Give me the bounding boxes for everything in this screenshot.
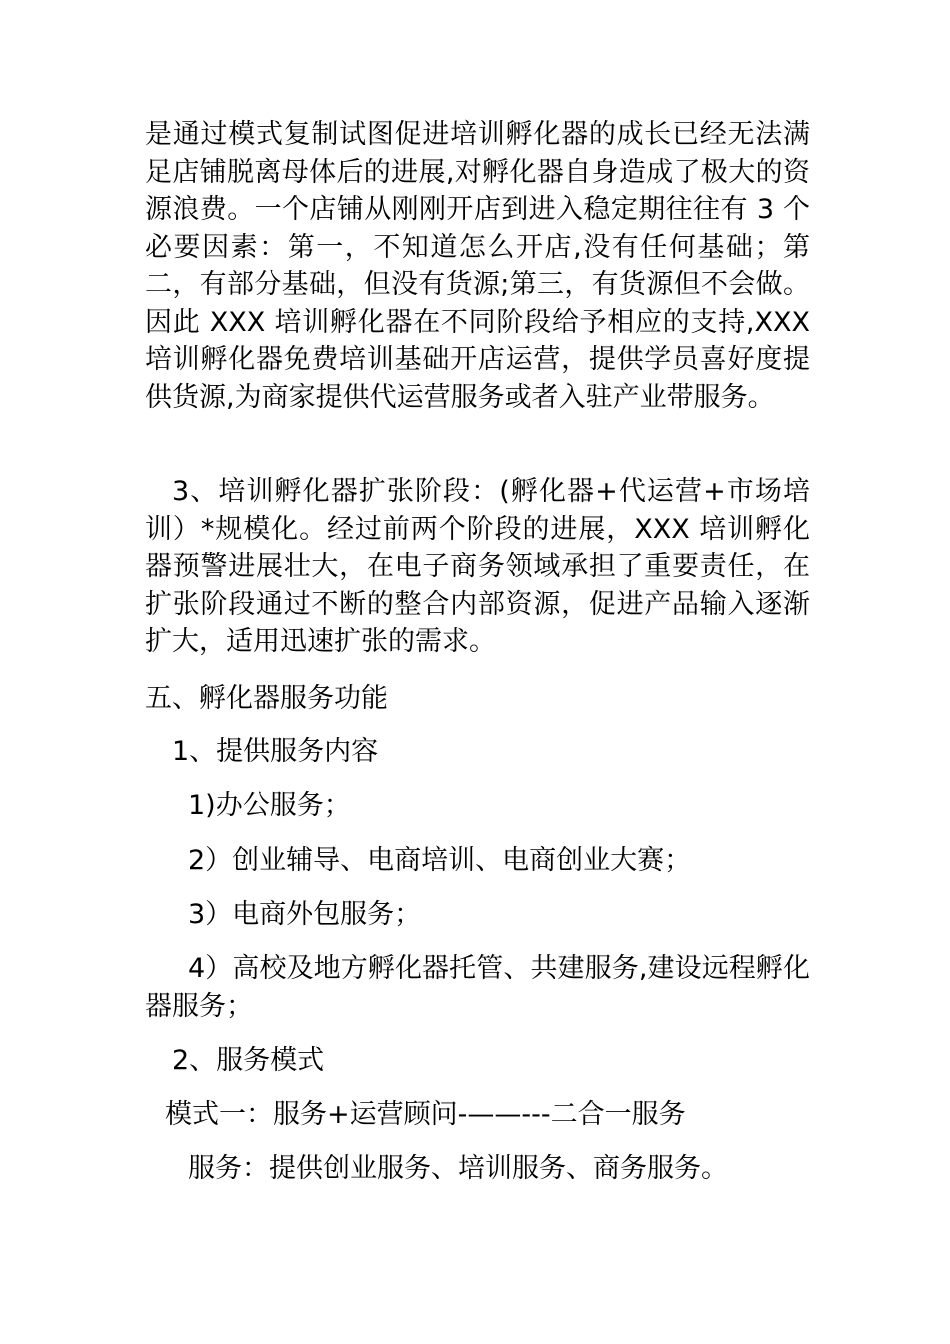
section-heading-service-functions: 五、孵化器服务功能: [145, 683, 388, 714]
paragraph-expansion-stage: 3、培训孵化器扩张阶段：(孵化器+代运营+市场培训）*规模化。经过前两个阶段的进展，XXX 培训孵化器预警进展壮大，在电子商务领域承担了重要责任，在扩张阶段通过不断的整合内部资源，促进产品输入逐渐扩大，适用迅速扩张的需求。: [145, 476, 810, 657]
service-description-line: 服务：提供创业服务、培训服务、商务服务。: [188, 1153, 728, 1184]
list-item-hosting-service: 4）高校及地方孵化器托管、共建服务,建设远程孵化器服务；: [145, 953, 810, 1022]
subheading-service-content: 1、提供服务内容: [172, 736, 379, 767]
subheading-service-mode: 2、服务模式: [172, 1045, 325, 1076]
list-item-office-service: 1)办公服务；: [188, 790, 351, 821]
list-item-outsourcing: 3）电商外包服务；: [188, 899, 422, 930]
mode-one-line: 模式一：服务+运营顾问-——---二合一服务: [165, 1099, 686, 1130]
paragraph-stage-description: 是通过模式复制试图促进培训孵化器的成长已经无法满足店铺脱离母体后的进展,对孵化器自身造成了极大的资源浪费。一个店铺从刚刚开店到进入稳定期往往有 3 个必要因素：第一，不知道怎么开店,没有任何基础；第二，有部分基础，但没有货源;第三，有货源但不会做。因此 XXX 培训孵化器在不同阶段给予相应的支持,XXX 培训孵化器免费培训基础开店运营，提供学员喜好度提供货源,为商家提供代运营服务或者入驻产业带服务。: [145, 119, 810, 413]
list-item-startup-guidance: 2）创业辅导、电商培训、电商创业大赛；: [188, 845, 692, 876]
